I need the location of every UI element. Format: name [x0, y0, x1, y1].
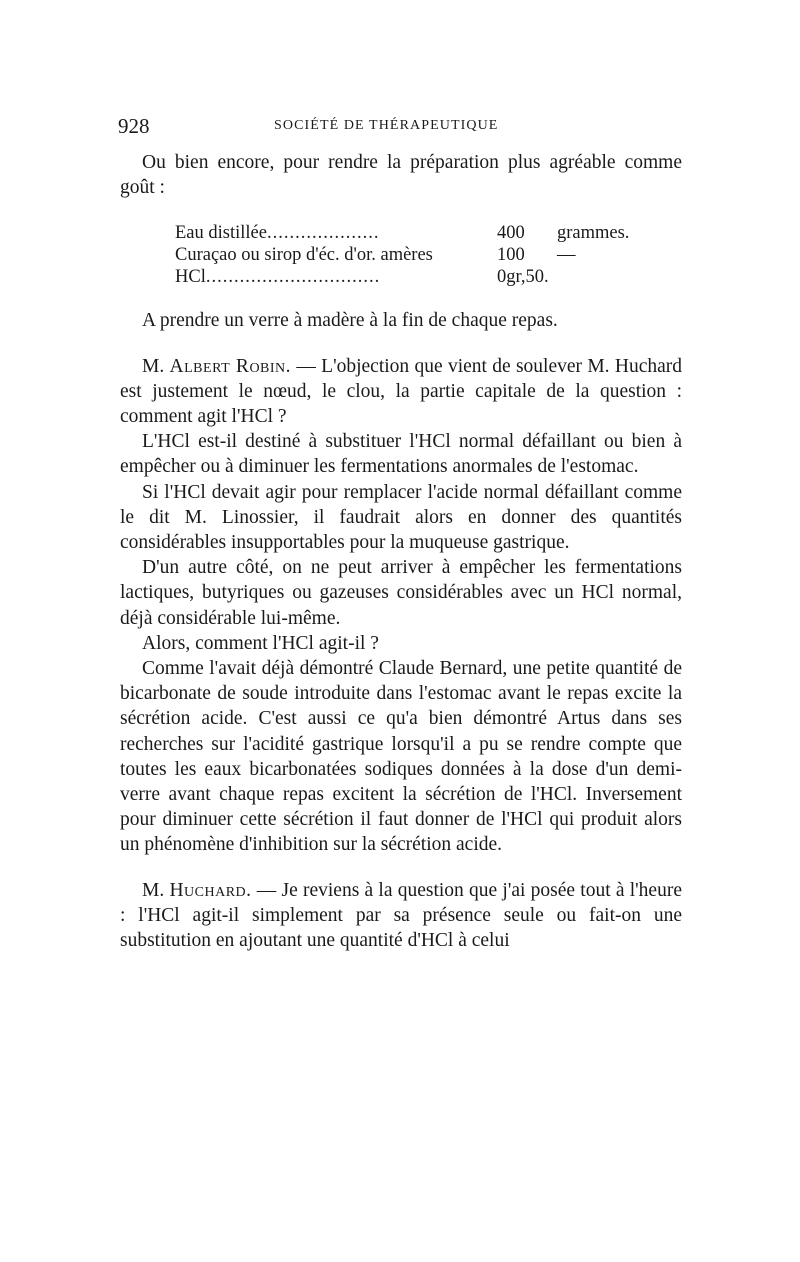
instruction-paragraph: A prendre un verre à madère à la fin de chaque repas.	[142, 310, 558, 332]
huchard-paragraph	[120, 878, 682, 954]
recipe-ingredient: HCl	[175, 267, 206, 288]
running-title: SOCIÉTÉ DE THÉRAPEUTIQUE	[274, 118, 499, 133]
body-paragraph: Alors, comment l'HCl agit-il ?	[142, 632, 379, 654]
recipe-row	[175, 266, 682, 288]
intro-paragraph: Ou bien encore, pour rendre la préparation plus agréable comme goût :	[120, 152, 682, 199]
speaker-prefix: M.	[142, 355, 165, 377]
robin-paragraph	[120, 354, 682, 430]
recipe-leader-dots: ....................	[266, 223, 380, 244]
page-number: 928	[118, 114, 150, 138]
body-paragraph: Si l'HCl devait agir pour remplacer l'acide normal défaillant comme le dit M. Linossier, il faudrait alors en donner des quantités considérables insupportables pour la muqueuse gastrique.	[120, 481, 682, 554]
recipe-leader-dots: ...............................	[205, 267, 381, 288]
recipe-row	[175, 244, 682, 266]
body-paragraph: D'un autre côté, on ne peut arriver à empêcher les fermentations lactiques, butyriques ou gazeuses considérables avec un HCl normal, déjà considérable lui-même.	[120, 557, 682, 629]
recipe-quantity: 0gr,50.	[497, 267, 549, 288]
recipe-ingredient: Eau distillée	[175, 223, 267, 244]
recipe-ingredient: Curaçao ou sirop d'éc. d'or. amères	[175, 245, 433, 266]
speech-text: — Je reviens à la question que j'ai posée tout à l'heure : l'HCl agit-il simplement par sa présence seule ou fait-on une substitution en ajoutant une quantité d'HCl à celui	[120, 879, 682, 952]
body-paragraph: L'HCl est-il destiné à substituer l'HCl normal défaillant ou bien à empêcher ou à diminuer les fermentations anormales de l'estomac.	[120, 431, 682, 478]
speech-text: — L'objection que vient de soulever M. Huchard est justement le nœud, le clou, la partie capitale de la question : comment agit l'HCl ?	[120, 355, 683, 428]
speaker-name: Albert Robin.	[169, 355, 292, 377]
speaker-prefix: M.	[142, 879, 165, 901]
recipe-row	[175, 222, 682, 244]
recipe-unit: —	[557, 245, 576, 266]
speaker-name: Huchard.	[169, 879, 252, 901]
recipe-unit	[557, 266, 667, 288]
recipe-list	[175, 222, 682, 288]
page-header	[118, 114, 680, 144]
recipe-quantity: 100	[497, 245, 525, 266]
body-paragraph: Comme l'avait déjà démontré Claude Bernard, une petite quantité de bicarbonate de soude introduite dans l'estomac avant le repas excite la sécrétion acide. C'est aussi ce qu'a bien démontré Artus dans ses recherches sur l'acidité gastrique lorsqu'il a pu se rendre compte que toutes les eaux bicarbonatées sodiques données à la dose d'un demi-verre avant chaque repas excitent la sécrétion de l'HCl. Inversement pour diminuer cette sécrétion il faut donner de l'HCl qui produit alors un phénomène d'inhibition sur la sécrétion acide.	[120, 658, 682, 856]
page-body	[120, 150, 682, 953]
recipe-unit: grammes.	[557, 223, 630, 244]
recipe-quantity: 400	[497, 223, 525, 244]
